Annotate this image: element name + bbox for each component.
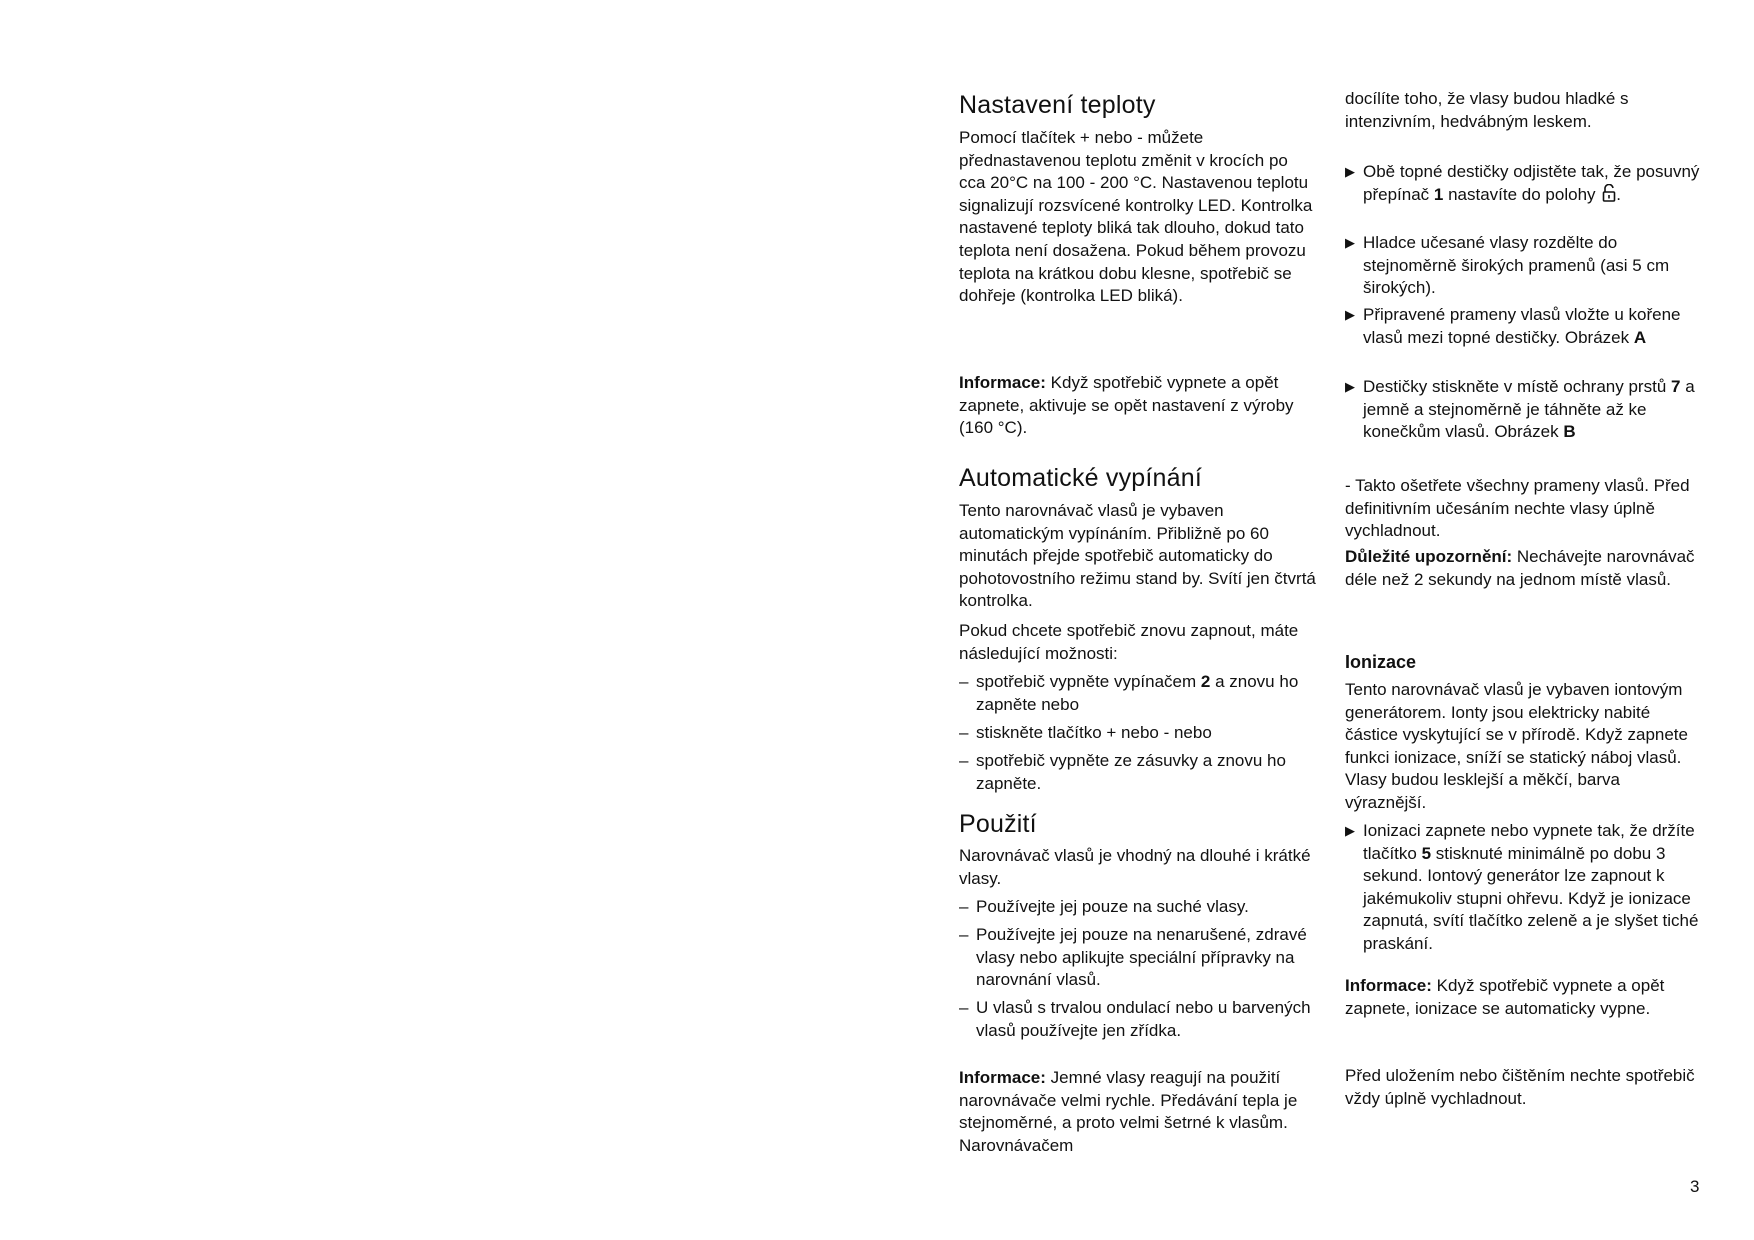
info-factory-reset bbox=[959, 372, 1319, 440]
list-item-usage-1: – Používejte jej pouze na suché vlasy. bbox=[959, 897, 1249, 916]
list-text: Používejte jej pouze na suché vlasy. bbox=[976, 897, 1249, 916]
paragraph-auto-off: Tento narovnávač vlasů je vybaven automatickým vypínáním. Přibližně po 60 minutách přejde spotřebič automaticky do pohotovostního režimu stand by. Svítí jen čtvrtá kontrolka. bbox=[959, 501, 1316, 611]
info-label: Informace: bbox=[959, 373, 1046, 392]
list-text: U vlasů s trvalou ondulací nebo u barvených vlasů používejte jen zřídka. bbox=[976, 998, 1311, 1040]
arrow-bullet-icon: ▶ bbox=[1345, 379, 1355, 394]
figure-ref: A bbox=[1633, 327, 1647, 347]
warning-label: Důležité upozornění: bbox=[1345, 547, 1513, 566]
step-toggle-ionization bbox=[1345, 820, 1705, 956]
paragraph-temperature: Pomocí tlačítek + nebo - můžete přednastavenou teplotu změnit v krocích po cca 20°C na 100 - 200 °C. Nastavenou teplotu signalizují rozsvícené kontrolky LED. Kontrolka nastavené teploty bliká tak dlouho, dokud tato teplota není dosažena. Pokud během provozu teplota na krátkou dobu klesne, spotřebič se dohřeje (kontrolka LED bliká). bbox=[959, 128, 1313, 306]
paragraph-all-strands: - Takto ošetřete všechny prameny vlasů. Před definitivním učesáním nechte vlasy úplně vychladnout. bbox=[1345, 476, 1690, 541]
paragraph-usage: Narovnávač vlasů je vhodný na dlouhé i krátké vlasy. bbox=[959, 846, 1311, 888]
heading-temperature: Nastavení teploty bbox=[959, 91, 1156, 119]
paragraph-ionization: Tento narovnávač vlasů je vybaven iontovým generátorem. Ionty jsou elektricky nabité částice vyskytující se v přírodě. Když zapnete funkci ionizace, sníží se statický náboj vlasů. Vlasy budou lesklejší a měkčí, barva výraznější. bbox=[1345, 680, 1688, 812]
list-text: spotřebič vypněte ze zásuvky a znovu ho zapněte. bbox=[976, 751, 1286, 793]
step-unlock-plates bbox=[1345, 161, 1705, 208]
figure-ref: B bbox=[1563, 422, 1576, 442]
info-label: Informace: bbox=[1345, 976, 1432, 995]
arrow-bullet-icon: ▶ bbox=[1345, 235, 1355, 250]
list-item-usage-3: – U vlasů s trvalou ondulací nebo u barvených vlasů používejte jen zřídka. bbox=[959, 998, 1311, 1040]
step-text: Obě topné destičky odjistěte tak, že posuvný přepínač bbox=[1363, 162, 1700, 204]
step-text: Hladce učesané vlasy rozdělte do stejnoměrně širokých pramenů (asi 5 cm širokých). bbox=[1363, 233, 1670, 298]
step-insert-strands bbox=[1345, 304, 1705, 349]
ref-number: 5 bbox=[1421, 843, 1432, 863]
list-text: stiskněte tlačítko + nebo - nebo bbox=[976, 723, 1212, 742]
paragraph-restart: Pokud chcete spotřebič znovu zapnout, máte následující možnosti: bbox=[959, 621, 1299, 663]
list-text: spotřebič vypněte vypínačem bbox=[976, 672, 1201, 691]
padlock-open-icon bbox=[1602, 184, 1616, 209]
important-warning bbox=[1345, 546, 1705, 591]
ref-number: 1 bbox=[1433, 184, 1444, 204]
page-number: 3 bbox=[1690, 1177, 1700, 1196]
info-fine-hair bbox=[959, 1067, 1319, 1157]
paragraph-cooling: Před uložením nebo čištěním nechte spotřebič vždy úplně vychladnout. bbox=[1345, 1066, 1695, 1108]
ref-number: 7 bbox=[1671, 377, 1681, 396]
step-divide-hair bbox=[1345, 232, 1705, 300]
paragraph-continuation: docílíte toho, že vlasy budou hladké s intenzivním, hedvábným leskem. bbox=[1345, 89, 1629, 131]
step-text: Připravené prameny vlasů vložte u kořene vlasů mezi topné destičky. Obrázek bbox=[1363, 305, 1681, 347]
info-text: Jemné vlasy reagují na použití narovnávače velmi rychle. Předávání tepla je stejnoměrné, a proto velmi šetrné k vlasům. Narovnávačem bbox=[959, 1068, 1298, 1155]
list-item-restart-1: – spotřebič vypněte vypínačem 2 a znovu ho zapněte nebo bbox=[959, 672, 1299, 714]
step-press-plates bbox=[1345, 376, 1705, 444]
step-text: . bbox=[1616, 184, 1621, 204]
step-text: Ionizaci zapnete nebo vypnete tak, že držíte tlačítko bbox=[1363, 821, 1695, 863]
arrow-bullet-icon: ▶ bbox=[1345, 307, 1355, 322]
list-text: Používejte jej pouze na nenarušené, zdravé vlasy nebo aplikujte speciální přípravky na narovnání vlasů. bbox=[976, 925, 1307, 990]
info-text: Když spotřebič vypnete a opět zapnete, ionizace se automaticky vypne. bbox=[1345, 976, 1665, 1018]
arrow-bullet-icon: ▶ bbox=[1345, 823, 1355, 838]
info-label: Informace: bbox=[959, 1068, 1046, 1087]
step-text: Destičky stiskněte v místě ochrany prstů bbox=[1363, 377, 1671, 396]
heading-usage: Použití bbox=[959, 810, 1037, 838]
heading-auto-off: Automatické vypínání bbox=[959, 464, 1203, 492]
arrow-bullet-icon: ▶ bbox=[1345, 164, 1355, 179]
list-item-restart-2: – stiskněte tlačítko + nebo - nebo bbox=[959, 723, 1212, 742]
info-ionization bbox=[1345, 975, 1705, 1020]
ref-number: 2 bbox=[1200, 672, 1211, 691]
step-text: stisknuté minimálně po dobu 3 sekund. Iontový generátor lze zapnout k jakémukoliv stupni ohřevu. Když je ionizace zapnutá, svítí tlačítko zeleně a je slyšet tiché praskání. bbox=[1363, 843, 1699, 953]
heading-ionization: Ionizace bbox=[1345, 652, 1417, 672]
list-item-usage-2: – Používejte jej pouze na nenarušené, zdravé vlasy nebo aplikujte speciální přípravky na narovnání vlasů. bbox=[959, 925, 1307, 990]
step-text: a jemně a stejnoměrně je táhněte až ke konečkům vlasů. Obrázek bbox=[1363, 377, 1695, 442]
list-item-restart-3: – spotřebič vypněte ze zásuvky a znovu ho zapněte. bbox=[959, 751, 1286, 793]
step-text: nastavíte do polohy bbox=[1443, 184, 1601, 204]
list-text: a znovu ho zapněte nebo bbox=[976, 672, 1299, 714]
warning-text: Nechávejte narovnávač déle než 2 sekundy na jednom místě vlasů. bbox=[1345, 547, 1695, 589]
info-text: Když spotřebič vypnete a opět zapnete, aktivuje se opět nastavení z výroby (160 °C). bbox=[959, 373, 1294, 438]
